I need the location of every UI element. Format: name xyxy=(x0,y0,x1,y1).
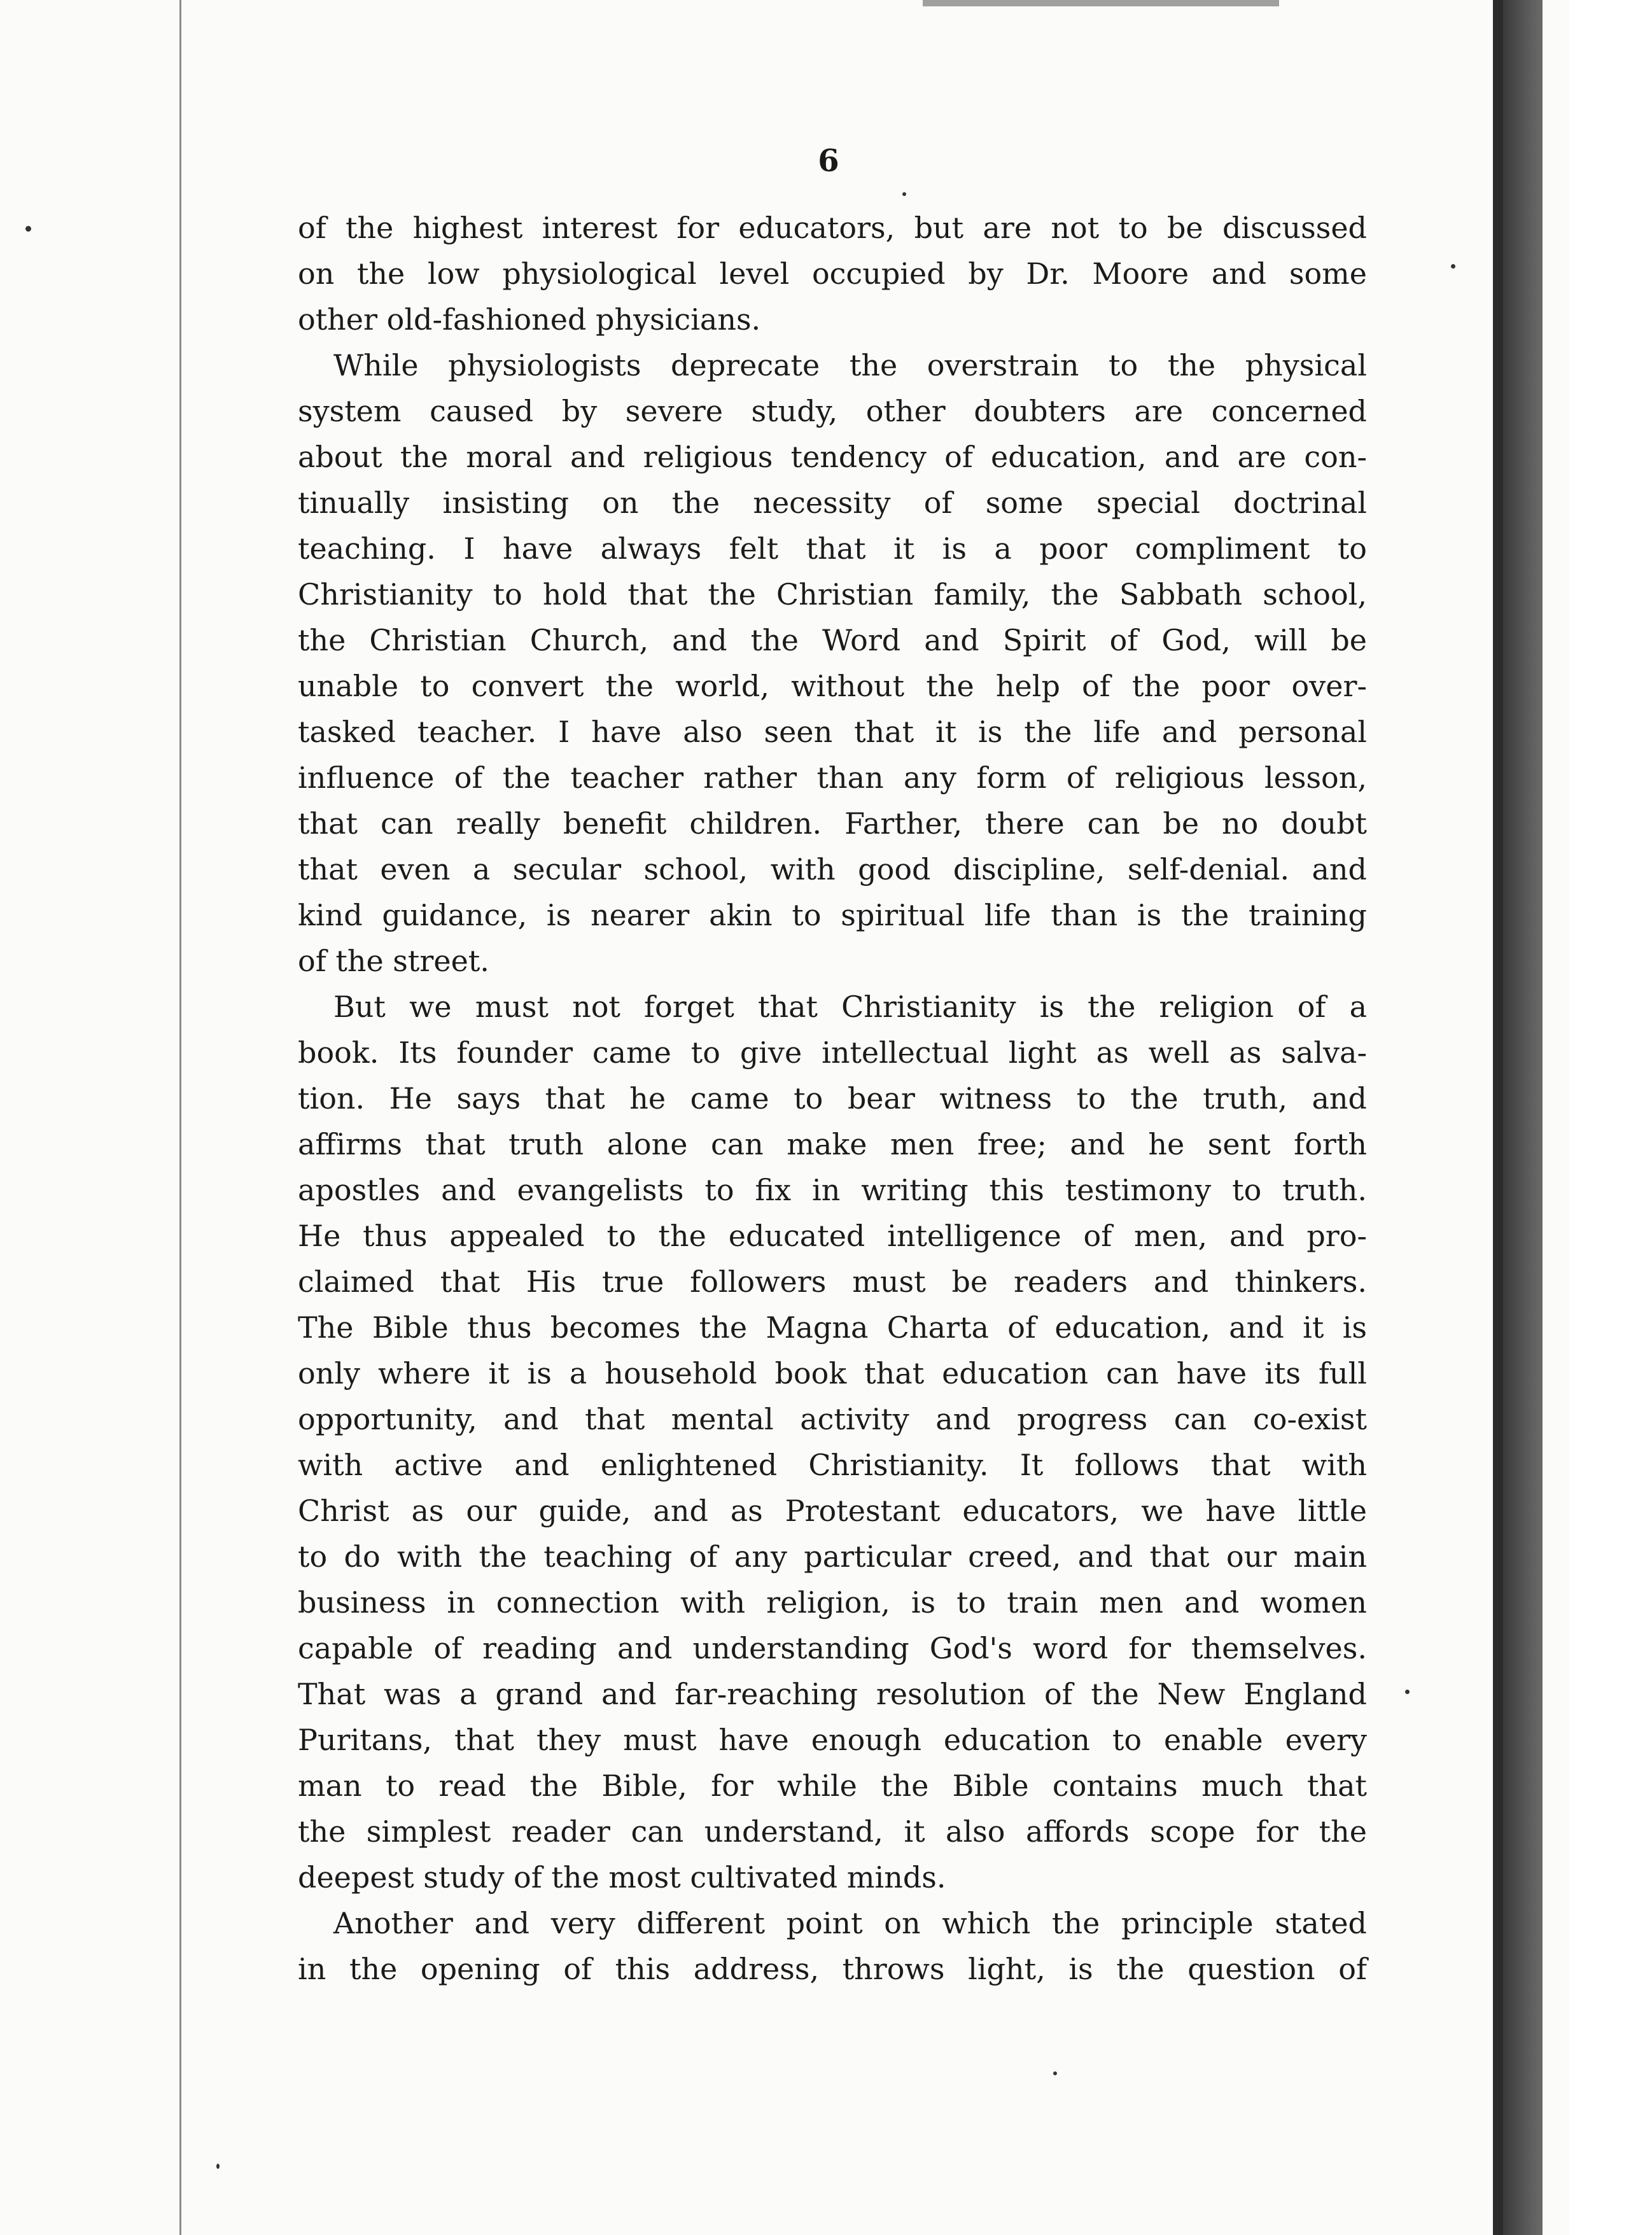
text-line: affirms that truth alone can make men free; and he sent forth xyxy=(298,1127,1367,1161)
text-line: Puritans, that they must have enough education to enable every xyxy=(298,1723,1367,1757)
text-line: system caused by severe study, other doubters are concerned xyxy=(298,394,1367,428)
text-line: That was a grand and far-reaching resolution of the New England xyxy=(298,1677,1367,1711)
text-line: business in connection with religion, is to train men and women xyxy=(298,1585,1367,1620)
page-margin-right xyxy=(1569,0,1652,2235)
text-line: While physiologists deprecate the overstrain to the physical xyxy=(333,348,1367,382)
text-line: book. Its founder came to give intellectual light as well as salva- xyxy=(298,1035,1367,1070)
scan-smudge xyxy=(923,0,1279,6)
text-line: that can really benefit children. Farther, there can be no doubt xyxy=(298,806,1367,841)
text-line: other old-fashioned physicians. xyxy=(298,302,761,337)
text-line: Another and very different point on which the principle stated xyxy=(333,1906,1367,1940)
text-line: the simplest reader can understand, it also affords scope for the xyxy=(298,1814,1367,1849)
text-line: the Christian Church, and the Word and Spirit of God, will be xyxy=(298,623,1367,657)
text-line: about the moral and religious tendency of education, and are con- xyxy=(298,440,1367,474)
text-line: The Bible thus becomes the Magna Charta of education, and it is xyxy=(298,1310,1367,1345)
dust-speck xyxy=(1053,2071,1057,2075)
dust-speck xyxy=(1451,264,1455,269)
text-line: But we must not forget that Christianity is the religion of a xyxy=(333,990,1367,1024)
text-line: with active and enlightened Christianity. It follows that with xyxy=(298,1448,1367,1482)
text-line: that even a secular school, with good discipline, self-denial. and xyxy=(298,852,1367,886)
text-line: Christ as our guide, and as Protestant educators, we have little xyxy=(298,1494,1367,1528)
text-line: tasked teacher. I have also seen that it is the life and personal xyxy=(298,715,1367,749)
text-line: unable to convert the world, without the help of the poor over- xyxy=(298,669,1367,703)
text-line: only where it is a household book that education can have its full xyxy=(298,1356,1367,1391)
text-line: to do with the teaching of any particular creed, and that our main xyxy=(298,1539,1367,1574)
text-line: on the low physiological level occupied by Dr. Moore and some xyxy=(298,256,1367,291)
text-line: of the highest interest for educators, but are not to be discussed xyxy=(298,211,1367,245)
text-line: deepest study of the most cultivated minds. xyxy=(298,1860,946,1895)
text-line: influence of the teacher rather than any form of religious lesson, xyxy=(298,760,1367,795)
binding-edge xyxy=(1493,0,1503,2235)
dust-speck xyxy=(902,192,906,196)
text-line: of the street. xyxy=(298,944,489,978)
dust-speck xyxy=(25,226,31,232)
text-line: opportunity, and that mental activity and progress can co-exist xyxy=(298,1402,1367,1436)
text-line: teaching. I have always felt that it is a poor compliment to xyxy=(298,531,1367,566)
body-text xyxy=(298,205,1367,1992)
text-line: apostles and evangelists to fix in writing this testimony to truth. xyxy=(298,1173,1367,1207)
text-line: claimed that His true followers must be readers and thinkers. xyxy=(298,1265,1367,1299)
text-line: man to read the Bible, for while the Bible contains much that xyxy=(298,1769,1367,1803)
scan-edge-line xyxy=(179,0,181,2235)
binding-shadow xyxy=(1503,0,1543,2235)
dust-speck xyxy=(216,2164,220,2169)
dust-speck xyxy=(1405,1690,1410,1694)
text-line: Christianity to hold that the Christian family, the Sabbath school, xyxy=(298,577,1367,612)
text-line: He thus appealed to the educated intelligence of men, and pro- xyxy=(298,1219,1367,1253)
text-line: capable of reading and understanding God's word for themselves. xyxy=(298,1631,1367,1665)
text-line: in the opening of this address, throws light, is the question of xyxy=(298,1952,1367,1986)
text-line: tinually insisting on the necessity of some special doctrinal xyxy=(298,486,1367,520)
page-number: 6 xyxy=(818,143,839,179)
text-line: kind guidance, is nearer akin to spiritual life than is the training xyxy=(298,898,1367,932)
text-line: tion. He says that he came to bear witness to the truth, and xyxy=(298,1081,1367,1116)
